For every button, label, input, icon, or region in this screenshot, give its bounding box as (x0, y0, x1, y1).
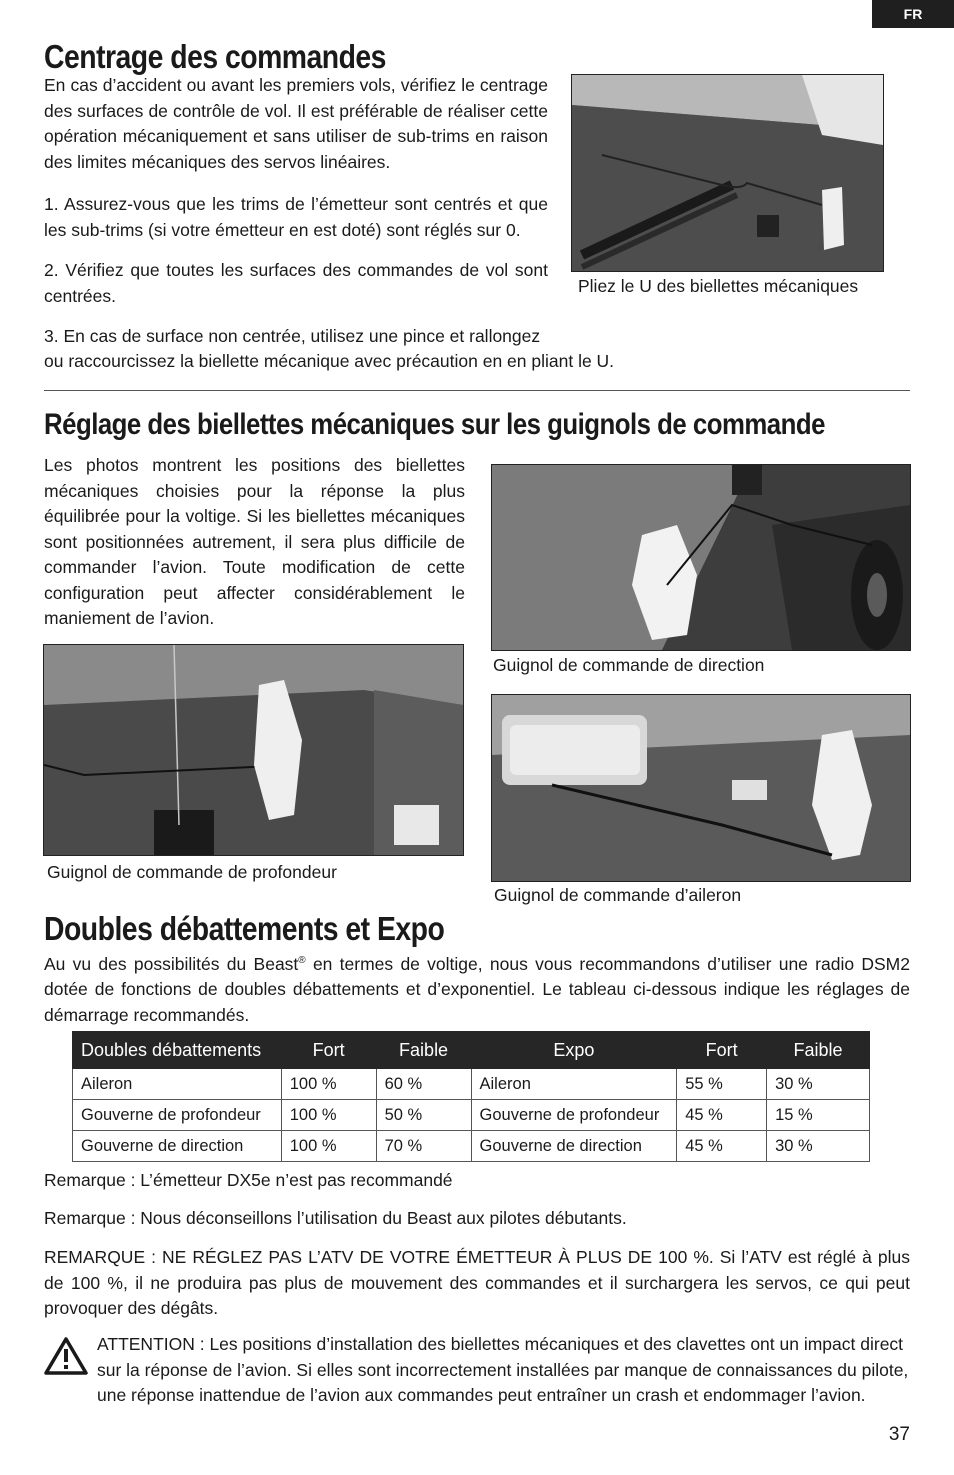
section2-body: Les photos montrent les positions des biellettes mécaniques choisies pour la réponse la plus équilibrée pour la voltige. Si les biellettes mécaniques sont positionnées autrement, il sera plus difficile de commander l’avion. Toute modification de cette configuration peut affecter considérablement le maniement de l’avion. (44, 455, 465, 628)
table-cell: Gouverne de profondeur (471, 1100, 677, 1131)
section3-intro-end: en termes de voltige, nous vous recommandons d’utiliser une radio DSM2 dotée de fonctions de doubles débattements et d’exponentiel. Le tableau ci-dessous indique les réglages de démarrage recommandés. (44, 953, 910, 1025)
section-title-doubles: Doubles débattements et Expo (44, 910, 445, 947)
table-cell: 100 % (281, 1069, 376, 1100)
header-expo-high: Fort (677, 1032, 767, 1069)
table-row (73, 1069, 870, 1100)
section3-intro-start: Au vu des possibilités du Beast (44, 953, 299, 974)
table-row (73, 1131, 870, 1162)
photo-aileron-illustration (492, 695, 910, 881)
header-low: Faible (376, 1032, 471, 1069)
note-atv: REMARQUE : NE RÉGLEZ PAS L’ATV DE VOTRE ÉMETTEUR À PLUS DE 100 %. Si l’ATV est réglé à plus de 100 %, il ne produira pas plus de mouvement des commandes et il surchargera les servos, ce qui peut provoquer des dégâts. (44, 1247, 910, 1318)
caption-rudder: Guignol de commande de direction (493, 655, 765, 675)
photo-aileron-horn (491, 694, 911, 882)
table-cell: 70 % (376, 1131, 471, 1162)
section1-intro: En cas d’accident ou avant les premiers vols, vérifiez le centrage des surfaces de contrôle de vol. Il est préférable de réaliser cette opération mécaniquement et sans utiliser de sub-trims en raison des limites mécaniques des servos linéaires. (44, 75, 548, 172)
caption-pliers: Pliez le U des biellettes mécaniques (578, 276, 859, 296)
section-title-centrage: Centrage des commandes (44, 38, 386, 75)
section1-step3-line1: 3. En cas de surface non centrée, utilisez une pince et rallongez (44, 326, 541, 346)
photo-pliers-illustration (572, 75, 883, 271)
table-cell: Aileron (73, 1069, 282, 1100)
section1-step1: 1. Assurez-vous que les trims de l’émetteur sont centrés et que les sub-trims (si votre émetteur en est doté) sont réglés sur 0. (44, 194, 548, 240)
note-dx5e: Remarque : L’émetteur DX5e n’est pas recommandé (44, 1170, 453, 1190)
table-cell: 15 % (767, 1100, 870, 1131)
table-cell: Aileron (471, 1069, 677, 1100)
photo-rudder-horn (491, 464, 911, 651)
table-cell: 100 % (281, 1131, 376, 1162)
table-row (73, 1100, 870, 1131)
header-expo-low: Faible (767, 1032, 870, 1069)
table-cell: 55 % (677, 1069, 767, 1100)
section1-step2: 2. Vérifiez que toutes les surfaces des commandes de vol sont centrées. (44, 260, 548, 306)
section1-step3-line2: ou raccourcissez la biellette mécanique avec précaution en en pliant le U. (44, 351, 615, 371)
photo-elevator-illustration (44, 645, 463, 855)
photo-pliers-bending-u (571, 74, 884, 272)
warning-triangle-icon (44, 1336, 88, 1376)
table-cell: 30 % (767, 1131, 870, 1162)
table-cell: Gouverne de profondeur (73, 1100, 282, 1131)
header-dual-rates: Doubles débattements (73, 1032, 282, 1069)
table-header-row (73, 1032, 870, 1069)
warning-text: ATTENTION : Les positions d’installation des biellettes mécaniques et des clavettes ont un impact direct sur la réponse de l’avion. Si elles sont incorrectement installées par manque de connaissances du pilote, une réponse inattendue de l’avion aux commandes peut entraîner un crash et endommager l’avion. (97, 1334, 909, 1405)
caption-aileron: Guignol de commande d’aileron (494, 885, 742, 905)
page-number: 37 (888, 1424, 910, 1445)
table-cell: 45 % (677, 1131, 767, 1162)
caption-elevator: Guignol de commande de profondeur (47, 862, 337, 882)
header-high: Fort (281, 1032, 376, 1069)
table-cell: Gouverne de direction (471, 1131, 677, 1162)
table-cell: 50 % (376, 1100, 471, 1131)
section-divider (44, 390, 910, 391)
table-cell: 30 % (767, 1069, 870, 1100)
section3-intro (44, 948, 910, 1028)
photo-elevator-horn (43, 644, 464, 856)
table-cell: 100 % (281, 1100, 376, 1131)
dual-rates-table (72, 1031, 870, 1162)
table-cell: 60 % (376, 1069, 471, 1100)
section-title-reglage: Réglage des biellettes mécaniques sur les guignols de commande (44, 408, 825, 441)
photo-rudder-illustration (492, 465, 910, 650)
table-cell: 45 % (677, 1100, 767, 1131)
registered-mark: ® (298, 955, 306, 966)
note-beginners: Remarque : Nous déconseillons l’utilisation du Beast aux pilotes débutants. (44, 1208, 627, 1228)
header-expo: Expo (471, 1032, 677, 1069)
language-tab: FR (872, 0, 954, 28)
table-cell: Gouverne de direction (73, 1131, 282, 1162)
